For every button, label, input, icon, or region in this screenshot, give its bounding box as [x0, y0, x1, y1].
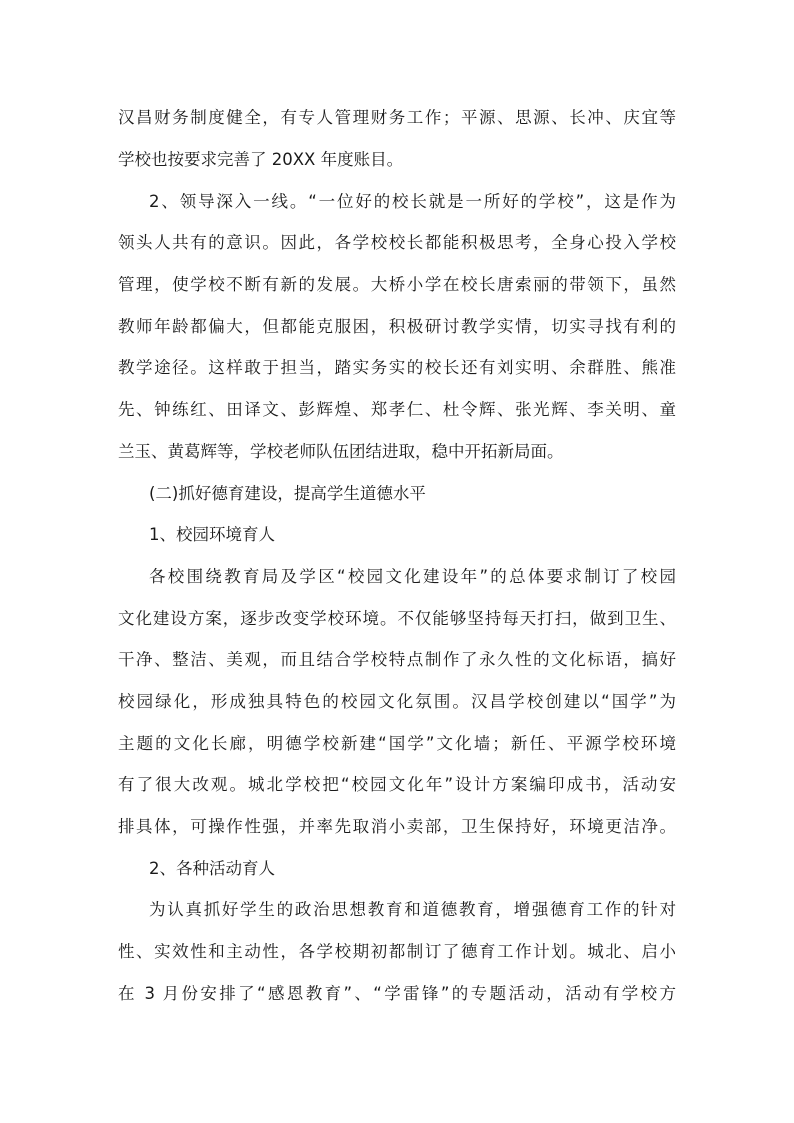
text-line: 在 3 月份安排了“感恩教育”、“学雷锋”的专题活动，活动有学校方 [118, 984, 676, 1003]
text-line: 2、领导深入一线。“一位好的校长就是一所好的学校”，这是作为 [149, 192, 676, 211]
text-line: 主题的文化长廊，明德学校新建“国学”文化墙；新任、平源学校环境 [118, 734, 676, 753]
subsection-heading: 1、校园环境育人 [149, 525, 275, 544]
text-line: 为认真抓好学生的政治思想教育和道德教育，增强德育工作的针对 [149, 900, 676, 919]
text-line: 各校围绕教育局及学区“校园文化建设年”的总体要求制订了校园 [149, 567, 676, 586]
text-line: 汉昌财务制度健全，有专人管理财务工作；平源、思源、长冲、庆宜等 [118, 108, 676, 127]
text-line: 管理，使学校不断有新的发展。大桥小学在校长唐索丽的带领下，虽然 [118, 275, 676, 294]
text-line: 文化建设方案，逐步改变学校环境。不仅能够坚持每天打扫，做到卫生、 [118, 609, 676, 628]
text-line: 学校也按要求完善了 20XX 年度账目。 [118, 150, 404, 169]
text-line: 领头人共有的意识。因此，各学校校长都能积极思考，全身心投入学校 [118, 233, 676, 252]
text-line: 性、实效性和主动性，各学校期初都制订了德育工作计划。城北、启小 [118, 942, 676, 961]
text-line: 排具体，可操作性强，并率先取消小卖部，卫生保持好，环境更洁净。 [118, 817, 676, 836]
text-line: 干净、整洁、美观，而且结合学校特点制作了永久性的文化标语，搞好 [118, 650, 676, 669]
text-line: 校园绿化，形成独具特色的校园文化氛围。汉昌学校创建以“国学”为 [118, 692, 676, 711]
subsection-heading: 2、各种活动育人 [149, 859, 275, 878]
text-line: 兰玉、黄葛辉等，学校老师队伍团结进取，稳中开拓新局面。 [118, 442, 564, 461]
section-heading: (二)抓好德育建设，提高学生道德水平 [149, 484, 426, 503]
text-line: 先、钟练红、田译文、彭辉煌、郑孝仁、杜令辉、张光辉、李关明、童 [118, 400, 676, 419]
text-line: 教学途径。这样敢于担当，踏实务实的校长还有刘实明、余群胜、熊准 [118, 358, 676, 377]
text-line: 有了很大改观。城北学校把“校园文化年”设计方案编印成书，活动安 [118, 775, 676, 794]
text-line: 教师年龄都偏大，但都能克服困，积极研讨教学实情，切实寻找有利的 [118, 317, 676, 336]
